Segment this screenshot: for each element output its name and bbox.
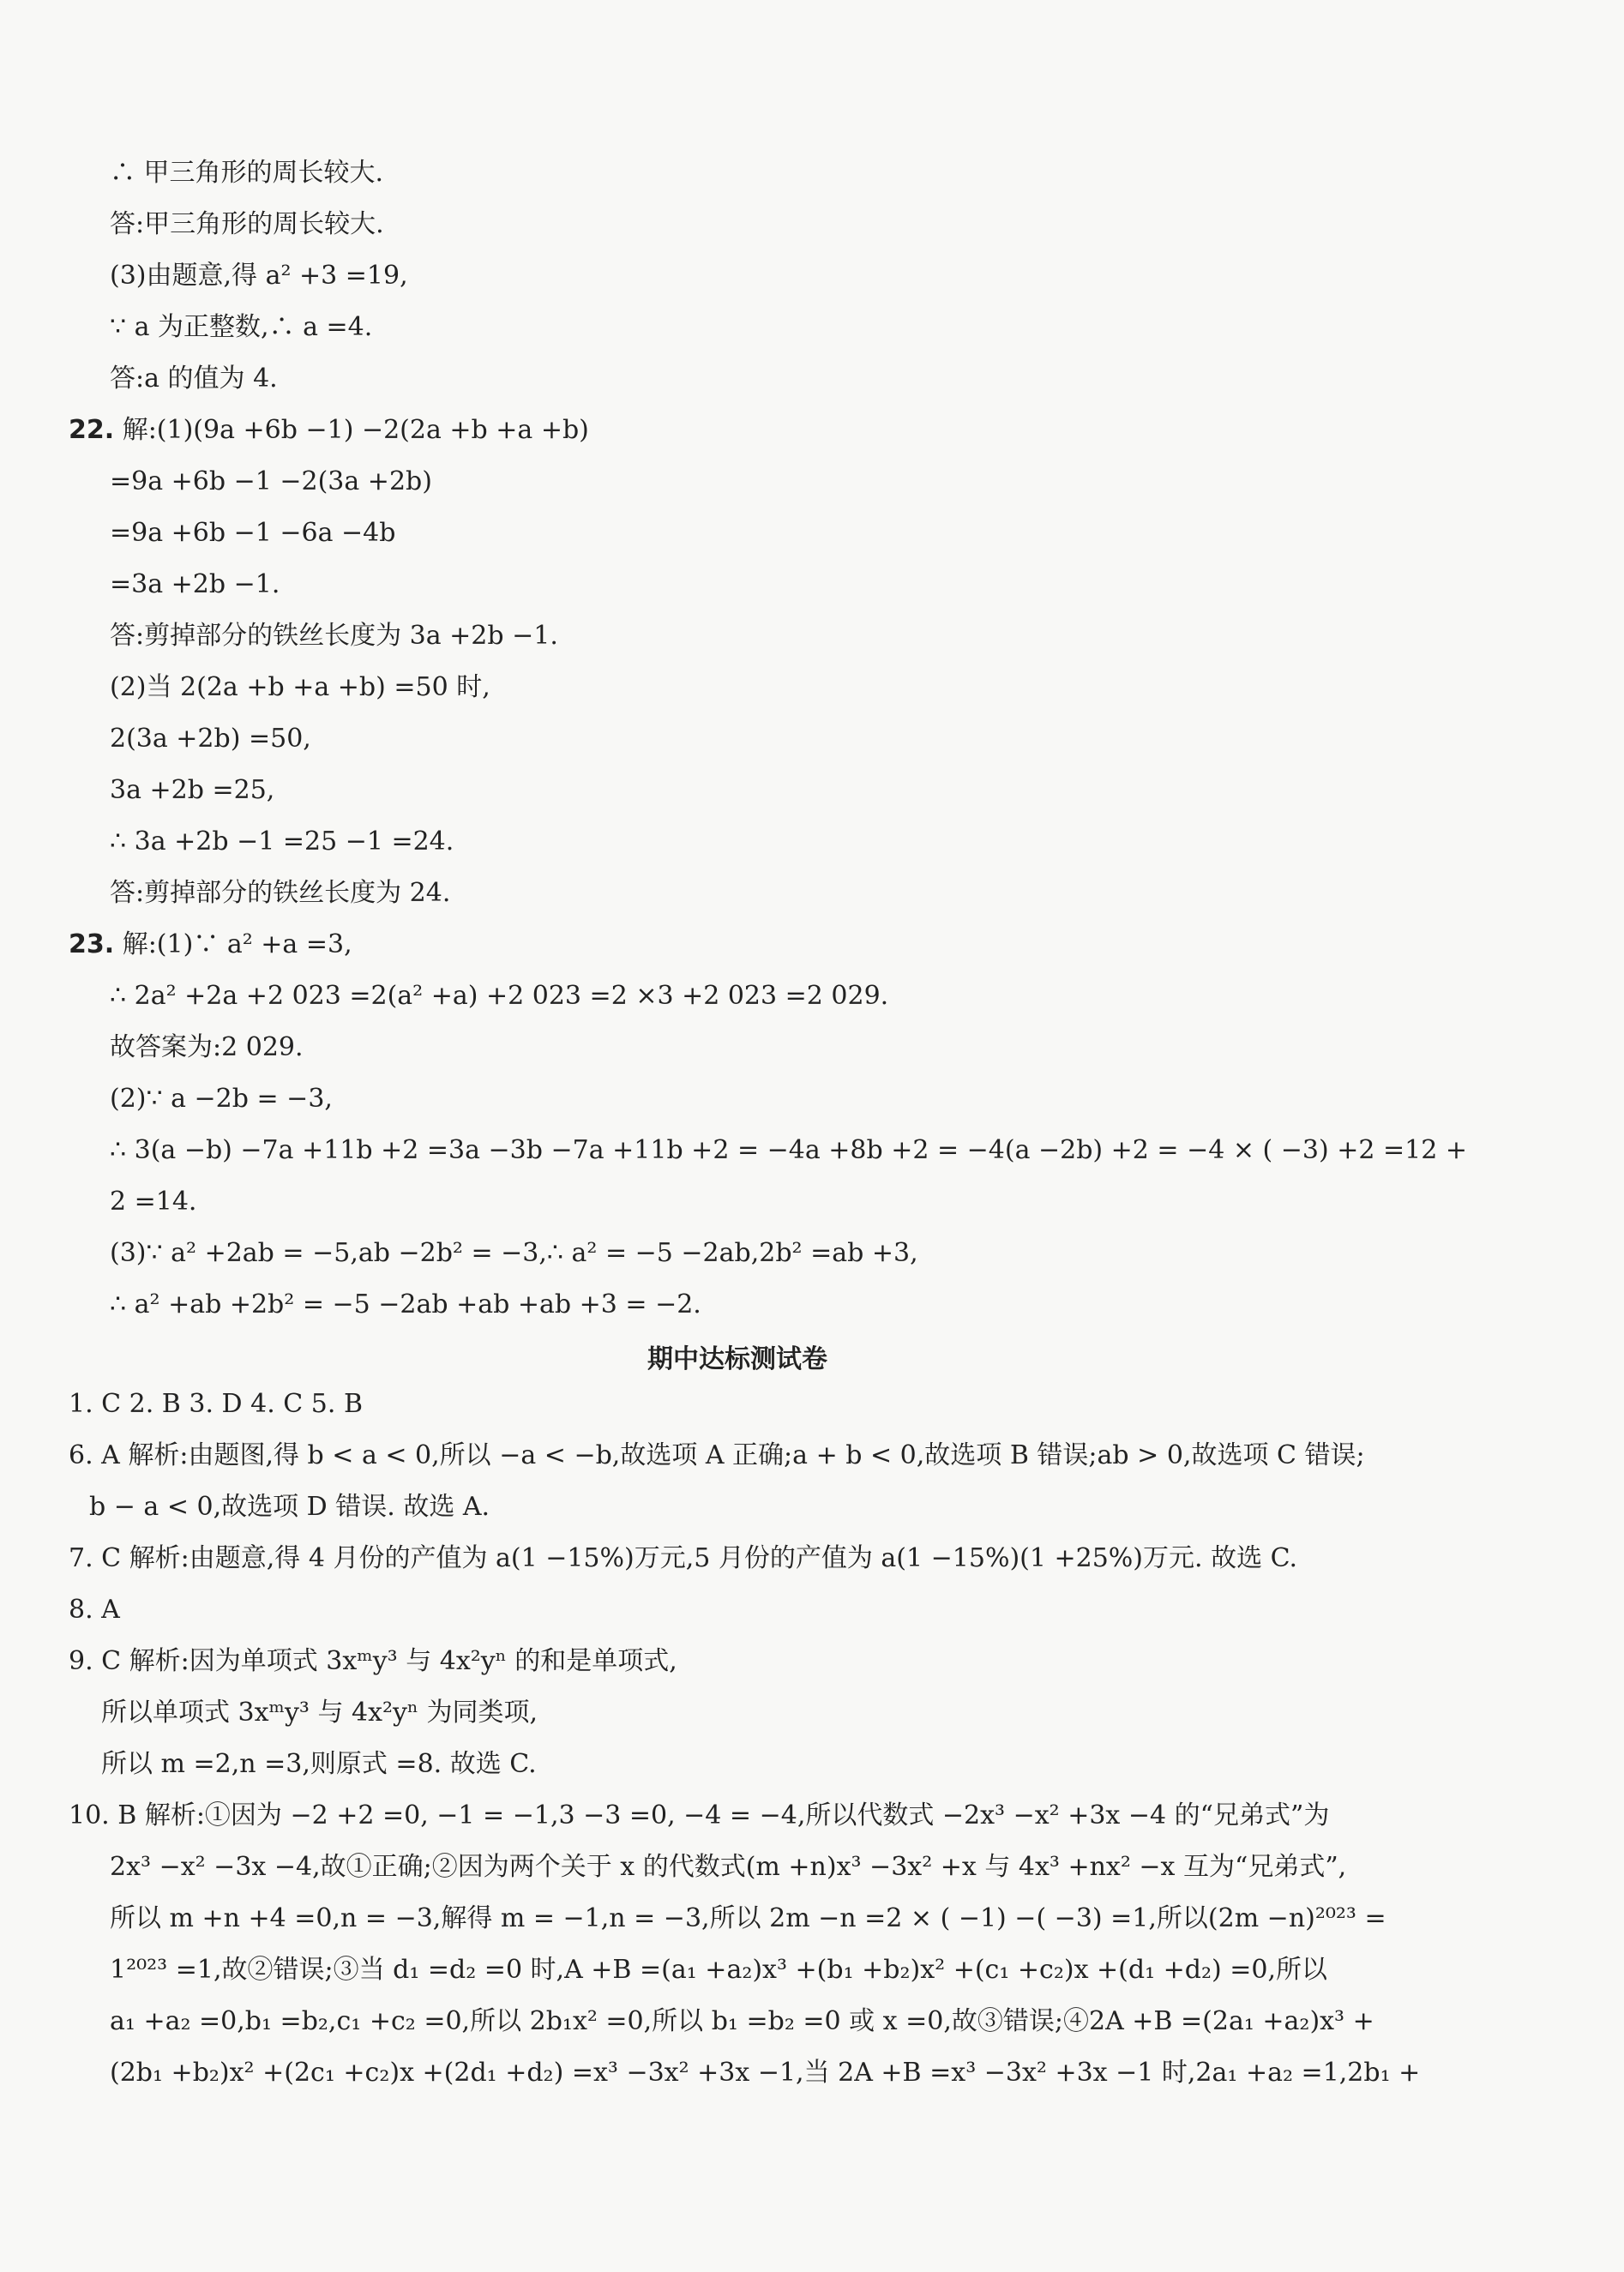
- text-line: 1²⁰²³ =1,故②错误;③当 d₁ =d₂ =0 时,A +B =(a₁ +a₂)x³ +(b₁ +b₂)x² +(c₁ +c₂)x +(d₁ +d₂) =0,所以: [110, 1955, 1328, 1985]
- text-line: ∴ a² +ab +2b² = −5 −2ab +ab +ab +3 = −2.: [110, 1289, 701, 1319]
- text-line: ∴ 3(a −b) −7a +11b +2 =3a −3b −7a +11b +2 = −4a +8b +2 = −4(a −2b) +2 = −4 × ( −3) +2 =12 +: [110, 1135, 1467, 1165]
- answer-line: 9. C 解析:因为单项式 3xᵐy³ 与 4x²yⁿ 的和是单项式,: [69, 1646, 677, 1676]
- text-line: (2)当 2(2a +b +a +b) =50 时,: [110, 672, 490, 702]
- text-line: 所以 m =2,n =3,则原式 =8. 故选 C.: [101, 1749, 537, 1779]
- text-line: 答:甲三角形的周长较大.: [110, 209, 384, 239]
- text-line: ∴ 2a² +2a +2 023 =2(a² +a) +2 023 =2 ×3 +2 023 =2 029.: [110, 981, 889, 1011]
- text-line: (2)∵ a −2b = −3,: [110, 1084, 333, 1114]
- text-line: 解:(1)∵ a² +a =3,: [122, 929, 352, 959]
- text-line: a₁ +a₂ =0,b₁ =b₂,c₁ +c₂ =0,所以 2b₁x² =0,所以 b₁ =b₂ =0 或 x =0,故③错误;④2A +B =(2a₁ +a₂)x³ +: [110, 2006, 1374, 2036]
- question-22: [69, 413, 589, 448]
- question-number: 23.: [69, 929, 115, 959]
- text-line: (3)∵ a² +2ab = −5,ab −2b² = −3,∴ a² = −5 −2ab,2b² =ab +3,: [110, 1238, 918, 1268]
- answer-line: 10. B 解析:①因为 −2 +2 =0, −1 = −1,3 −3 =0, −4 = −4,所以代数式 −2x³ −x² +3x −4 的“兄弟式”为: [69, 1800, 1330, 1830]
- answer-line: 1. C 2. B 3. D 4. C 5. B: [69, 1389, 363, 1419]
- answer-line: 6. A 解析:由题图,得 b < a < 0,所以 −a < −b,故选项 A 正确;a + b < 0,故选项 B 错误;ab > 0,故选项 C 错误;: [69, 1440, 1365, 1470]
- text-line: =9a +6b −1 −6a −4b: [110, 518, 396, 548]
- text-line: 解:(1)(9a +6b −1) −2(2a +b +a +b): [122, 415, 589, 445]
- text-line: 所以 m +n +4 =0,n = −3,解得 m = −1,n = −3,所以 2m −n =2 × ( −1) −( −3) =1,所以(2m −n)²⁰²³ =: [110, 1903, 1386, 1933]
- text-line: 答:剪掉部分的铁丝长度为 24.: [110, 878, 451, 908]
- text-line: 2 =14.: [110, 1187, 197, 1217]
- text-line: 所以单项式 3xᵐy³ 与 4x²yⁿ 为同类项,: [101, 1698, 538, 1728]
- section-title: 期中达标测试卷: [647, 1344, 827, 1374]
- text-line: (3)由题意,得 a² +3 =19,: [110, 261, 408, 291]
- text-line: 3a +2b =25,: [110, 775, 275, 805]
- answer-line: 8. A: [69, 1595, 120, 1625]
- text-line: 2x³ −x² −3x −4,故①正确;②因为两个关于 x 的代数式(m +n)x³ −3x² +x 与 4x³ +nx² −x 互为“兄弟式”,: [110, 1852, 1347, 1882]
- text-line: ∴ 甲三角形的周长较大.: [110, 158, 384, 188]
- question-23: [69, 928, 352, 962]
- text-line: =9a +6b −1 −2(3a +2b): [110, 466, 432, 496]
- answer-line: 7. C 解析:由题意,得 4 月份的产值为 a(1 −15%)万元,5 月份的产值为 a(1 −15%)(1 +25%)万元. 故选 C.: [69, 1543, 1298, 1573]
- text-line: ∴ 3a +2b −1 =25 −1 =24.: [110, 826, 454, 857]
- text-line: ∵ a 为正整数,∴ a =4.: [110, 312, 373, 342]
- text-line: (2b₁ +b₂)x² +(2c₁ +c₂)x +(2d₁ +d₂) =x³ −3x² +3x −1,当 2A +B =x³ −3x² +3x −1 时,2a₁ +a₂ =1,2b₁ +: [110, 2058, 1421, 2088]
- text-line: 答:a 的值为 4.: [110, 364, 278, 394]
- text-line: 答:剪掉部分的铁丝长度为 3a +2b −1.: [110, 621, 558, 651]
- question-number: 22.: [69, 415, 115, 445]
- text-line: 故答案为:2 029.: [110, 1032, 304, 1062]
- text-line: 2(3a +2b) =50,: [110, 724, 311, 754]
- text-line: b − a < 0,故选项 D 错误. 故选 A.: [89, 1492, 490, 1522]
- text-line: =3a +2b −1.: [110, 569, 280, 599]
